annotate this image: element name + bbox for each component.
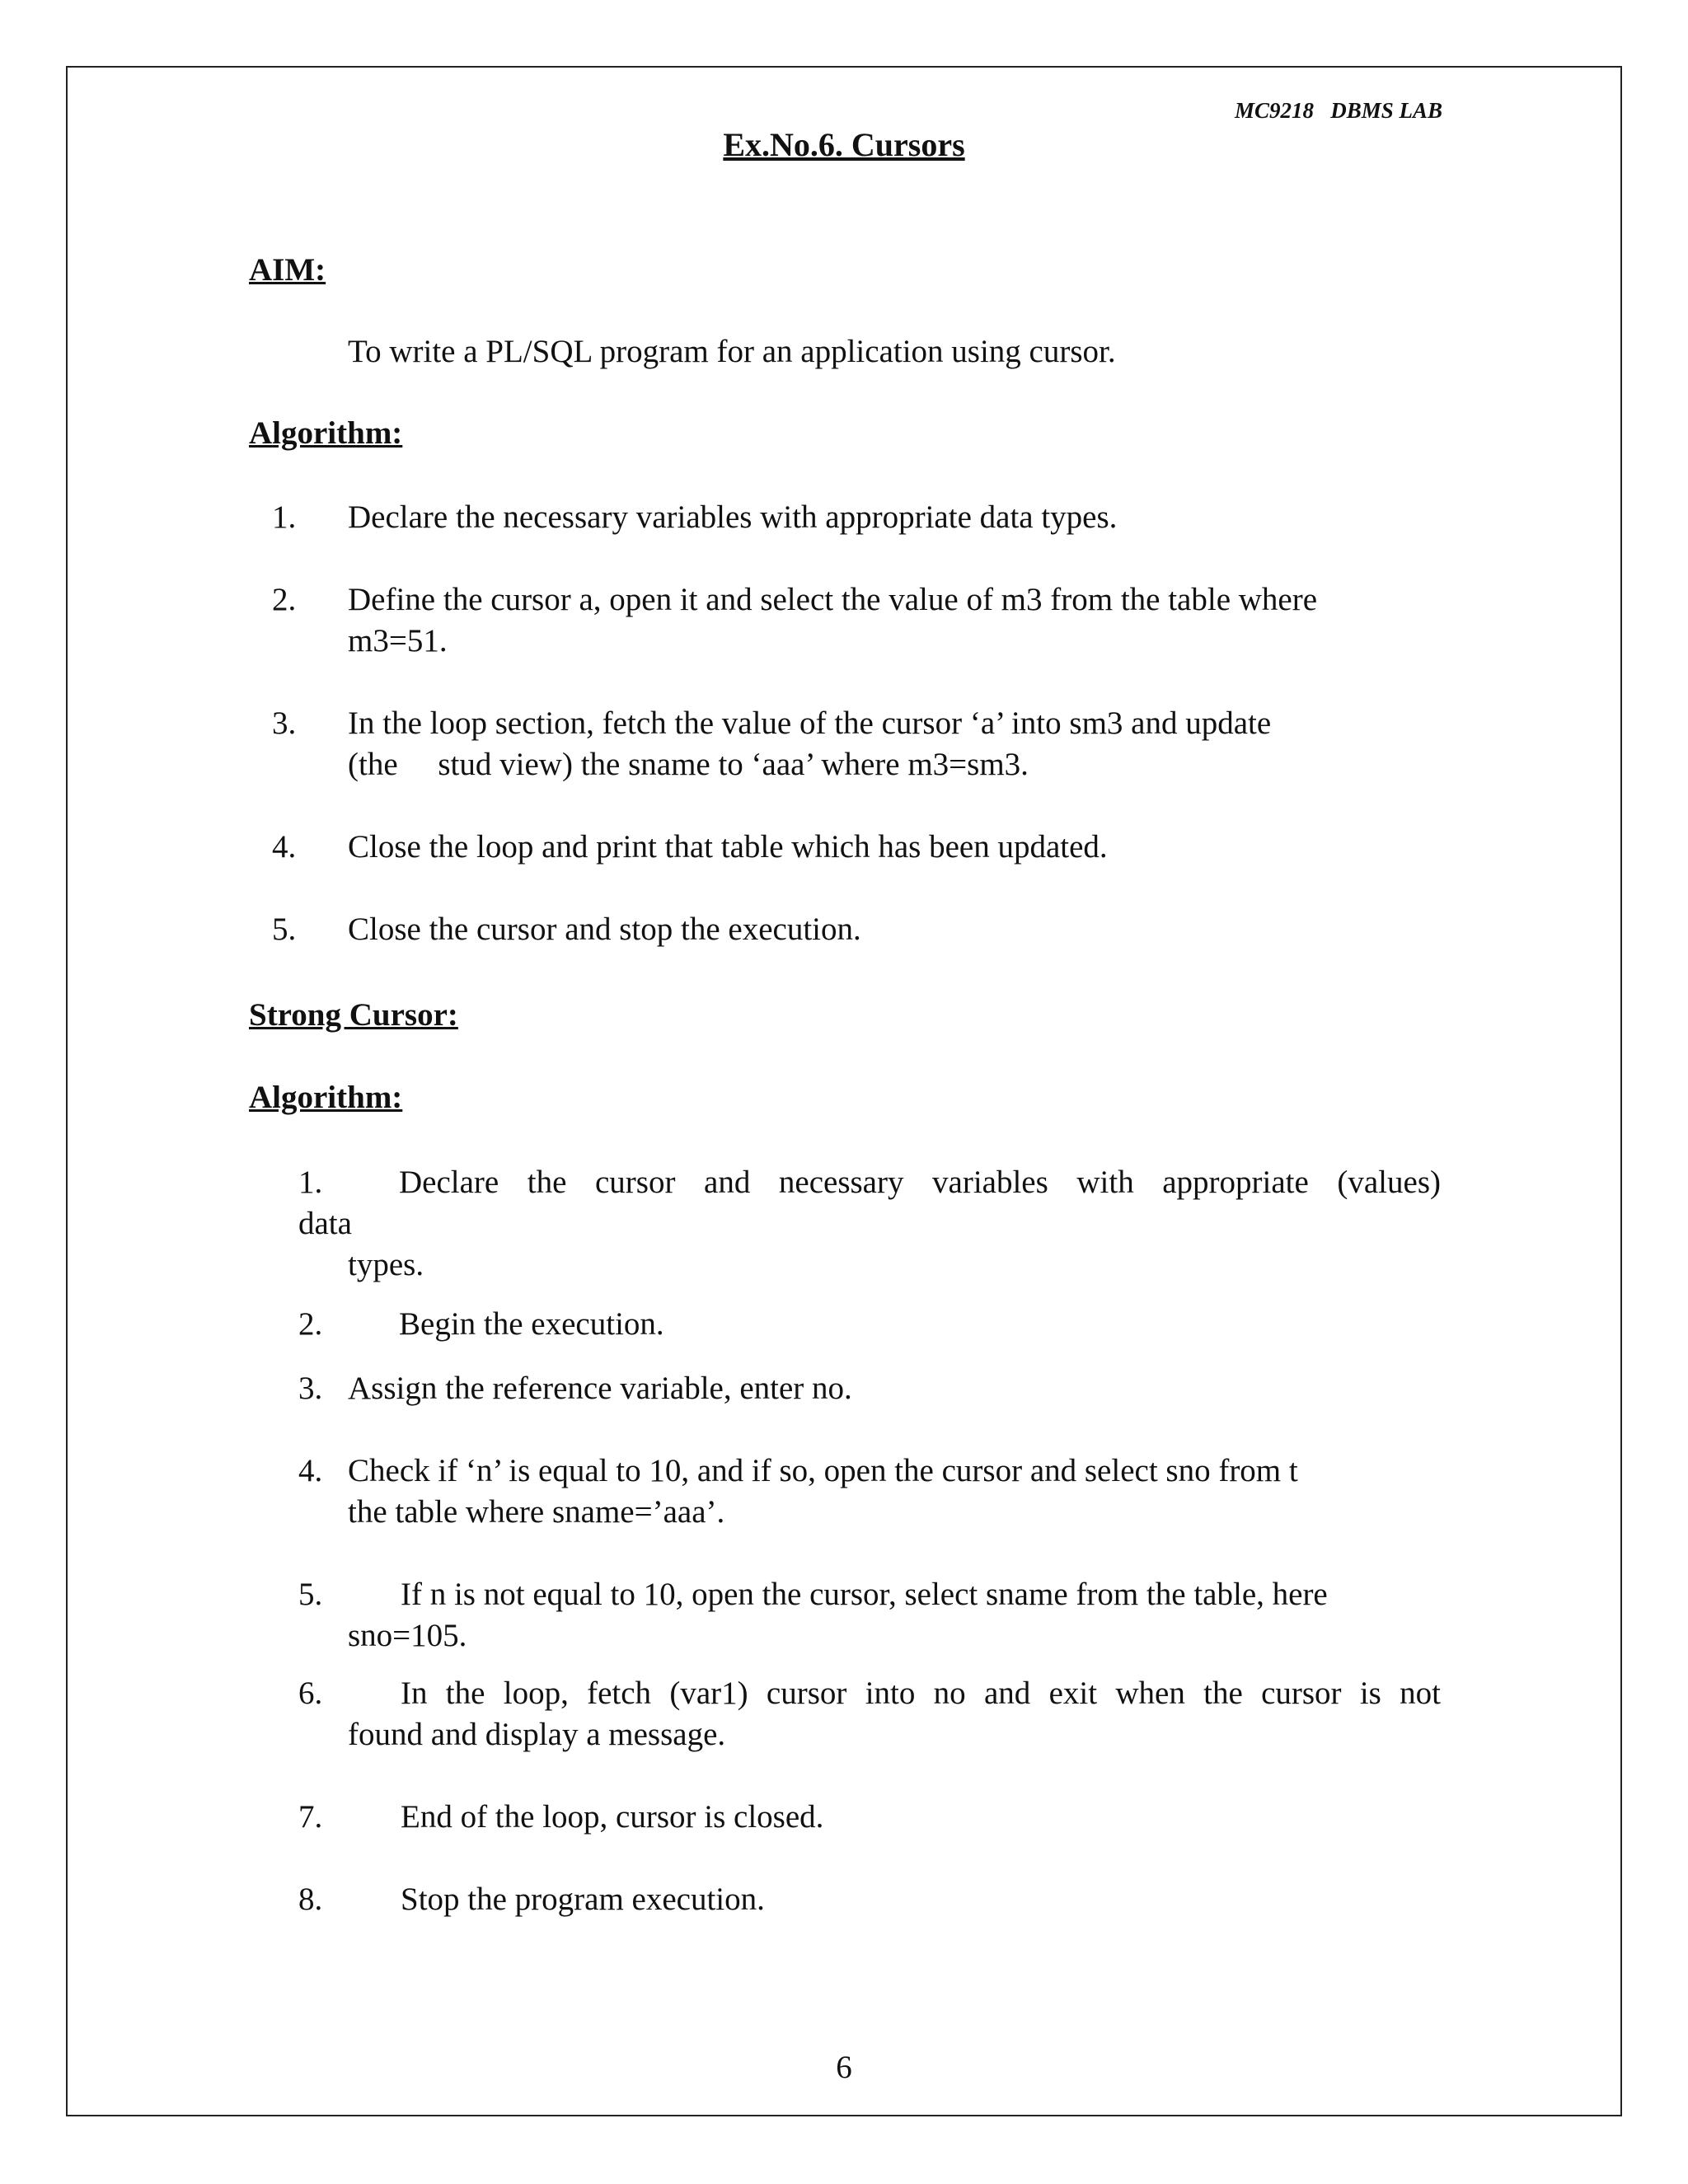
step-number: 4. xyxy=(298,1453,323,1488)
step-text: Declare the cursor and necessary variables with appropriate (values) xyxy=(399,1165,1441,1200)
step-number: 5. xyxy=(272,912,297,947)
step-text: Check if ‘n’ is equal to 10, and if so, open the cursor and select sno from t xyxy=(348,1453,1298,1488)
aim-heading: AIM: xyxy=(249,252,326,288)
step-number: 5. xyxy=(298,1577,323,1612)
step-number: 1. xyxy=(298,1165,323,1200)
step-text: Declare the necessary variables with appropriate data types. xyxy=(348,499,1118,535)
step-text: Close the cursor and stop the execution. xyxy=(348,912,861,947)
step-text: found and display a message. xyxy=(348,1717,726,1752)
step-text: Close the loop and print that table which has been updated. xyxy=(348,829,1108,865)
step-number: 3. xyxy=(272,705,297,741)
step-text: If n is not equal to 10, open the cursor, select sname from the table, here xyxy=(401,1577,1328,1612)
step-text: Assign the reference variable, enter no. xyxy=(348,1371,852,1406)
page-title: Ex.No.6. Cursors xyxy=(723,126,965,163)
step-text: Begin the execution. xyxy=(399,1306,664,1342)
step-number: 4. xyxy=(272,829,297,865)
step-number: 7. xyxy=(298,1799,323,1835)
step-text: In the loop section, fetch the value of the cursor ‘a’ into sm3 and update xyxy=(348,705,1272,741)
step-text: m3=51. xyxy=(348,623,448,658)
step-number: 2. xyxy=(272,582,297,617)
step-text: data xyxy=(298,1206,352,1241)
step-text: sno=105. xyxy=(348,1618,467,1653)
step-number: 2. xyxy=(298,1306,323,1342)
step-text: Define the cursor a, open it and select the value of m3 from the table where xyxy=(348,582,1318,617)
algorithm-heading: Algorithm: xyxy=(249,1080,403,1115)
step-text: Stop the program execution. xyxy=(401,1882,765,1917)
step-text: (the stud view) the sname to ‘aaa’ where m3=sm3. xyxy=(348,747,1029,782)
step-text: End of the loop, cursor is closed. xyxy=(401,1799,824,1835)
step-number: 3. xyxy=(298,1371,323,1406)
course-header: MC9218 DBMS LAB xyxy=(1234,98,1442,123)
page-number: 6 xyxy=(836,2050,852,2085)
aim-text: To write a PL/SQL program for an application using cursor. xyxy=(348,334,1116,369)
step-number: 6. xyxy=(298,1675,323,1711)
step-text: In the loop, fetch (var1) cursor into no and exit when the cursor is not xyxy=(401,1675,1441,1711)
step-text: the table where sname=’aaa’. xyxy=(348,1494,725,1530)
strong-cursor-heading: Strong Cursor: xyxy=(249,997,458,1033)
step-number: 1. xyxy=(272,499,297,535)
step-number: 8. xyxy=(298,1882,323,1917)
algorithm-heading: Algorithm: xyxy=(249,415,403,451)
step-text: types. xyxy=(348,1247,424,1282)
